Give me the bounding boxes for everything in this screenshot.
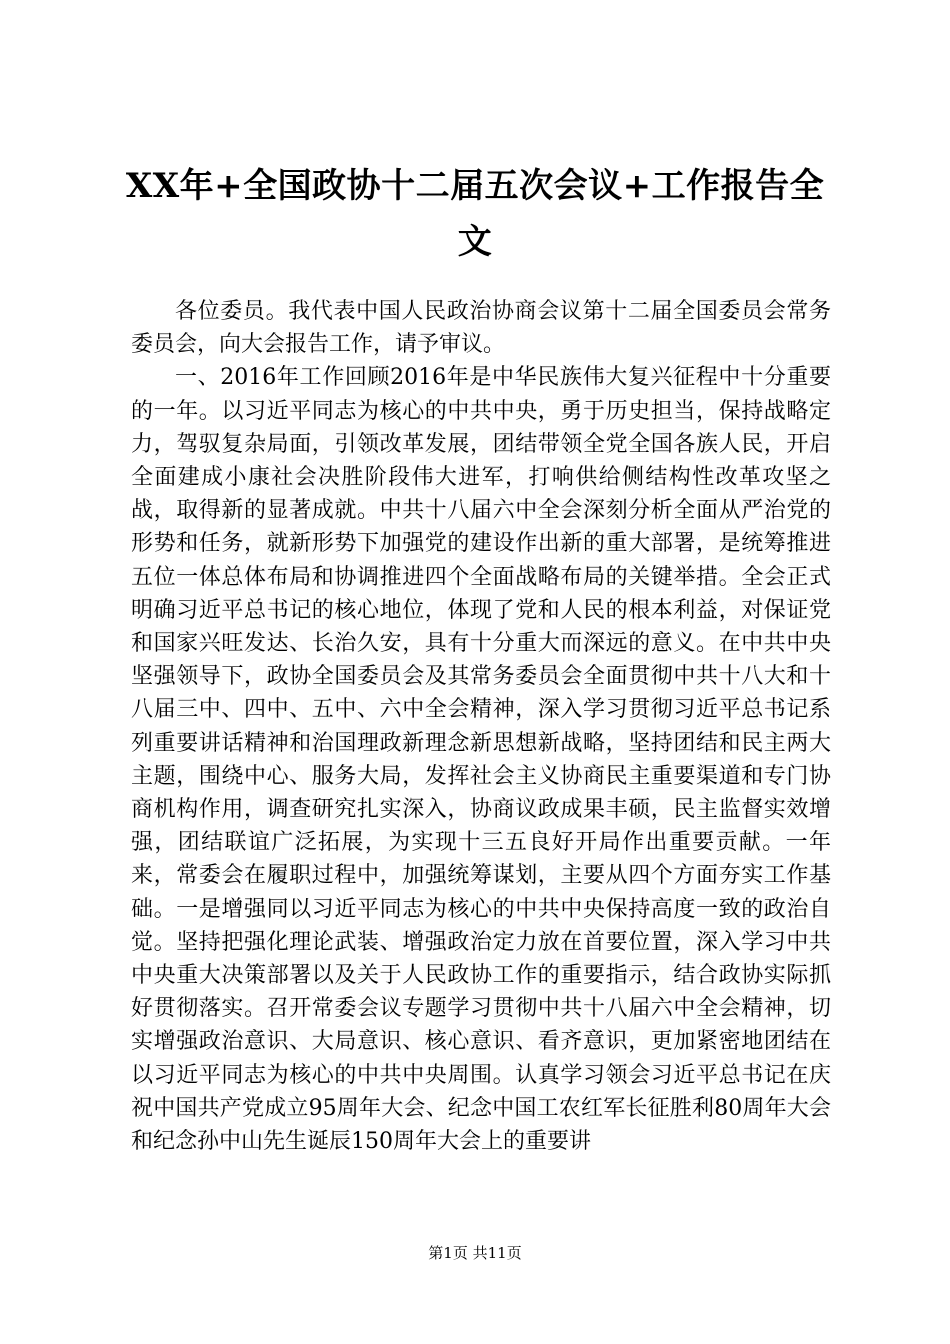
paragraph-intro: 各位委员。我代表中国人民政治协商会议第十二届全国委员会常务委员会，向大会报告工作，请予审议。 bbox=[131, 299, 831, 358]
page-title: XX年+全国政协十二届五次会议+工作报告全文 bbox=[125, 166, 825, 262]
document-body bbox=[131, 295, 831, 1158]
paragraph-review: 一、2016年工作回顾2016年是中华民族伟大复兴征程中十分重要的一年。以习近平同志为核心的中共中央，勇于历史担当，保持战略定力，驾驭复杂局面，引领改革发展，团结带领全党全国各族人民，开启全面建成小康社会决胜阶段伟大进军，打响供给侧结构性改革攻坚之战，取得新的显著成就。中共十八届六中全会深刻分析全面从严治党的形势和任务，就新形势下加强党的建设作出新的重大部署，是统筹推进五位一体总体布局和协调推进四个全面战略布局的关键举措。全会正式明确习近平总书记的核心地位，体现了党和人民的根本利益，对保证党和国家兴旺发达、长治久安，具有十分重大而深远的意义。在中共中央坚强领导下，政协全国委员会及其常务委员会全面贯彻中共十八大和十八届三中、四中、五中、六中全会精神，深入学习贯彻习近平总书记系列重要讲话精神和治国理政新理念新思想新战略，坚持团结和民主两大主题，围绕中心、服务大局，发挥社会主义协商民主重要渠道和专门协商机构作用，调查研究扎实深入，协商议政成果丰硕，民主监督实效增强，团结联谊广泛拓展，为实现十三五良好开局作出重要贡献。一年来，常委会在履职过程中，加强统筹谋划，主要从四个方面夯实工作基础。一是增强同以习近平同志为核心的中共中央保持高度一致的政治自觉。坚持把强化理论武装、增强政治定力放在首要位置，深入学习中共中央重大决策部署以及关于人民政协工作的重要指示，结合政协实际抓好贯彻落实。召开常委会议专题学习贯彻中共十八届六中全会精神，切实增强政治意识、大局意识、核心意识、看齐意识，更加紧密地团结在以习近平同志为核心的中共中央周围。认真学习领会习近平总书记在庆祝中国共产党成立95周年大会、纪念中国工农红军长征胜利80周年大会和纪念孙中山先生诞辰150周年大会上的重要讲 bbox=[131, 365, 831, 1155]
page-number-footer: 第1页 共11页 bbox=[428, 1244, 522, 1262]
